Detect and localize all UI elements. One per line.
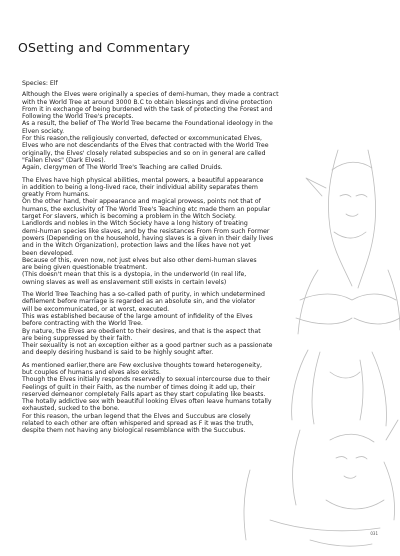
paragraph-teaching	[22, 291, 390, 357]
text-line: Elves who are not descendants of the Elves that contracted with the World Tree	[22, 142, 269, 150]
text-line: On the other hand, their appearance and magical prowess, points not that of	[22, 198, 261, 206]
text-line: are being given questionable treatment.	[22, 264, 148, 272]
text-line: Elven society.	[22, 127, 65, 135]
text-line: Landlords and nobles in the Witch Society have a long history of treating	[22, 220, 248, 228]
text-line: Again, clergymen of The World Tree's Teaching are called Druids.	[22, 164, 223, 172]
text-line: related to each other are often whispered and spread as F it was the truth,	[22, 420, 254, 428]
text-line: Though the Elves initially responds reservedly to sexual intercourse due to their	[22, 376, 271, 384]
text-line: The hotally addictive sex with beautiful looking Elves often leave humans totally	[22, 398, 272, 406]
text-line: been developed.	[22, 249, 74, 257]
text-line: owning slaves as well as enslavement still exists in certain levels)	[22, 278, 227, 286]
text-line: powers (Depending on the household, having slaves is a given in their daily lives	[22, 234, 274, 242]
commentary-body	[22, 80, 390, 440]
text-line: By nature, the Elves are obedient to their desires, and that is the aspect that	[22, 327, 261, 335]
text-line: and deeply desiring husband is said to be highly sought after.	[22, 349, 214, 357]
text-line: Their sexuality is not an exception either as a good partner such as a passionate	[22, 342, 273, 350]
text-line: and in the Witch Organization), protection laws and the likes have not yet	[22, 242, 251, 250]
text-line: Because of this, even now, not just elves but also other demi-human slaves	[22, 256, 257, 264]
text-line: will be excommunicated, or at worst, executed.	[22, 305, 170, 313]
species-label: Species: Elf	[22, 80, 58, 87]
text-line: target For slavers, which is becoming a problem in the Witch Society.	[22, 213, 236, 221]
text-line: greatly From humans.	[22, 191, 90, 199]
text-line: Although the Elves were originally a species of demi-human, they made a contract	[22, 91, 279, 99]
text-line: From it in exchange of being burdened with the task of protecting the Forest and	[22, 105, 273, 113]
text-line: before contracting with the World Tree.	[22, 320, 143, 328]
text-line: in addition to being a long-lived race, their individual ability separates them	[22, 183, 258, 191]
page-number: 031	[370, 531, 378, 536]
text-line: As mentioned earlier,there are Few exclusive thoughts toward heterogeneity,	[22, 361, 262, 369]
text-line: This was established because of the large amount of infidelity of the Elves	[22, 312, 253, 320]
text-line: despite them not having any biological resemblance with the Succubus.	[22, 427, 246, 435]
paragraph-abilities	[22, 177, 390, 286]
text-line: The Elves have high physical abilities, mental powers, a beautiful appearance	[22, 176, 264, 184]
text-line: As a result, the belief of The World Tree became the Foundational ideology in the	[22, 120, 273, 128]
text-line: Feelings of guilt in their Faith, as the number of times doing it add up, their	[22, 383, 256, 391]
text-line: The World Tree Teaching has a so-called path of purity, in which undetermined	[22, 291, 265, 299]
text-line: defilement before marriage is regarded as an absolute sin, and the violator	[22, 298, 256, 306]
text-line: with the World Tree at around 3000 B.C to obtain blessings and divine protection	[22, 98, 273, 106]
page-title: OSetting and Commentary	[18, 40, 191, 55]
paragraph-relations	[22, 362, 390, 435]
text-line: originally, the Elves' closely related subspecies and so on in general are called	[22, 149, 266, 157]
text-line: reserved demeanor completely Falls apart as they start copulating like beasts.	[22, 390, 266, 398]
text-line: Following the World Tree's precepts.	[22, 113, 134, 121]
text-line: demi-human species like slaves, and by the resistances From From such Former	[22, 227, 270, 235]
paragraph-origin	[22, 91, 390, 171]
text-line: are being suppressed by their faith.	[22, 334, 133, 342]
text-line: For this reason, the urban legend that the Elves and Succubus are closely	[22, 412, 251, 420]
text-line: exhausted, sucked to the bone.	[22, 405, 120, 413]
text-line: (This doesn't mean that this is a dystopia, in the underworld (In real life,	[22, 271, 247, 279]
text-line: "Fallen Elves" (Dark Elves).	[22, 156, 106, 164]
text-line: humans, the exclusivity of The World Tree's Teaching etc made them an popular	[22, 205, 271, 213]
text-line: but couples of humans and elves also exists.	[22, 368, 161, 376]
text-line: For this reason,the religiously converted, defected or excommunicated Elves,	[22, 135, 262, 143]
